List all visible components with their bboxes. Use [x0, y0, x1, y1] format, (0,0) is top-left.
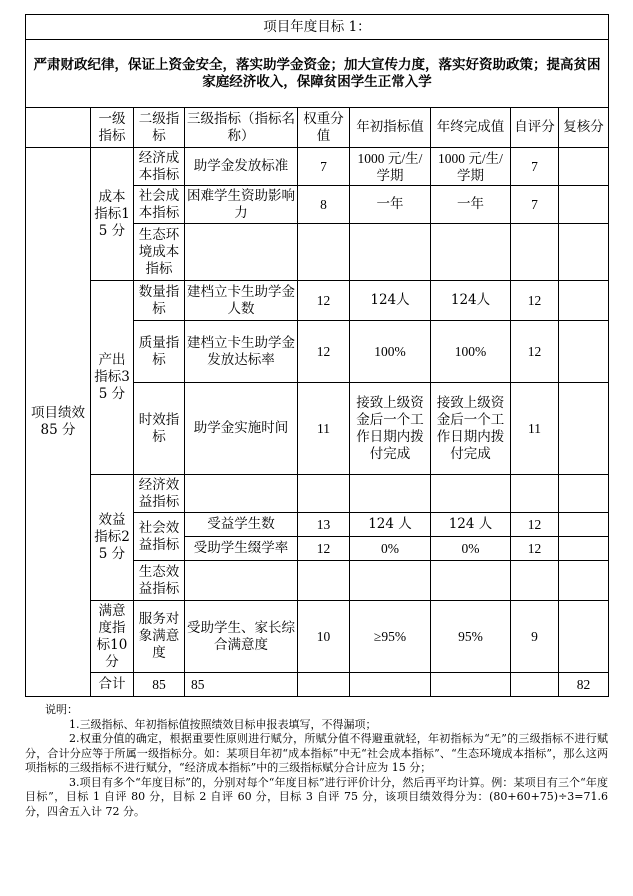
total-blank	[350, 673, 431, 697]
self-cell: 7	[511, 148, 559, 186]
total-label: 合计	[91, 673, 134, 697]
review-cell	[559, 475, 609, 513]
self-cell: 12	[511, 513, 559, 537]
total-level2: 85	[185, 673, 298, 697]
table-row	[26, 475, 609, 513]
total-level1: 85	[134, 673, 185, 697]
indicator-name: 助学金发放标准	[185, 148, 298, 186]
sub-indicator: 经济效益指标	[134, 475, 185, 513]
final-cell: 接致上级资金后一个工作日期内拨付完成	[431, 383, 511, 475]
header-review: 复核分	[559, 108, 609, 148]
table-row	[26, 148, 609, 186]
weight-cell: 12	[298, 281, 350, 321]
header-level3: 三级指标（指标名称）	[185, 108, 298, 148]
benefit-label: 效益指标25 分	[91, 475, 134, 601]
weight-cell: 13	[298, 513, 350, 537]
self-cell	[511, 561, 559, 601]
final-cell	[431, 224, 511, 281]
header-final: 年终完成值	[431, 108, 511, 148]
notes	[25, 703, 608, 819]
final-cell: 一年	[431, 186, 511, 224]
header-initial: 年初指标值	[350, 108, 431, 148]
total-blank	[431, 673, 511, 697]
review-cell	[559, 513, 609, 537]
header-level1: 一级指标	[91, 108, 134, 148]
sub-indicator: 数量指标	[134, 281, 185, 321]
indicator-name: 困难学生资助影响力	[185, 186, 298, 224]
self-cell: 12	[511, 281, 559, 321]
weight-cell: 10	[298, 601, 350, 673]
self-cell	[511, 224, 559, 281]
header-self: 自评分	[511, 108, 559, 148]
indicator-name: 建档立卡生助学金发放达标率	[185, 321, 298, 383]
final-cell	[431, 475, 511, 513]
initial-cell: 124 人	[350, 513, 431, 537]
self-cell: 9	[511, 601, 559, 673]
review-cell	[559, 561, 609, 601]
sub-indicator: 生态效益指标	[134, 561, 185, 601]
final-cell: 100%	[431, 321, 511, 383]
sub-indicator: 时效指标	[134, 383, 185, 475]
final-cell: 124人	[431, 281, 511, 321]
weight-cell	[298, 475, 350, 513]
notes-item: 3.项目有多个“年度目标”的，分别对每个“年度目标”进行评价计分，然后再平均计算。例：某项目有三个“年度目标”，目标 1 自评 80 分，目标 2 自评 60 分，目标 3 自评 75 分，该项目绩效得分为：(80+60+75)÷3=71.6 分，四舍五入计 72 分。	[25, 775, 608, 818]
indicator-name: 受助学生、家长综合满意度	[185, 601, 298, 673]
weight-cell: 8	[298, 186, 350, 224]
weight-cell: 11	[298, 383, 350, 475]
goal-label: 项目年度目标 1：	[26, 15, 609, 40]
final-cell: 0%	[431, 537, 511, 561]
table-row	[26, 601, 609, 673]
notes-item: 2.权重分值的确定，根据重要性原则进行赋分，所赋分值不得避重就轻，年初指标为“无”的三级指标不进行赋分，合计分应等于所属一级指标分。如：某项目年初“成本指标”中无“社会成本指标”、“生态环境成本指标”，那么这两项指标的三级指标不进行赋分，“经济成本指标”中的三级指标赋分合计应为 15 分；	[25, 732, 608, 774]
final-cell: 1000 元/生/学期	[431, 148, 511, 186]
total-self: 82	[559, 673, 609, 697]
sub-indicator: 经济成本指标	[134, 148, 185, 186]
initial-cell: 124人	[350, 281, 431, 321]
initial-cell	[350, 475, 431, 513]
review-cell	[559, 321, 609, 383]
output-label: 产出指标35 分	[91, 281, 134, 475]
review-cell	[559, 186, 609, 224]
total-blank	[298, 673, 350, 697]
initial-cell: 100%	[350, 321, 431, 383]
cost-label: 成本指标15 分	[91, 148, 134, 281]
weight-cell	[298, 561, 350, 601]
weight-cell: 7	[298, 148, 350, 186]
header-row	[26, 108, 609, 148]
self-cell: 12	[511, 321, 559, 383]
self-cell: 11	[511, 383, 559, 475]
sub-indicator: 服务对象满意度	[134, 601, 185, 673]
performance-table	[25, 14, 609, 697]
self-cell	[511, 475, 559, 513]
review-cell	[559, 601, 609, 673]
review-cell	[559, 148, 609, 186]
indicator-name: 受益学生数	[185, 513, 298, 537]
header-blank	[26, 108, 91, 148]
indicator-name	[185, 224, 298, 281]
self-cell: 12	[511, 537, 559, 561]
initial-cell	[350, 561, 431, 601]
header-level2: 二级指标	[134, 108, 185, 148]
final-cell	[431, 561, 511, 601]
indicator-name	[185, 561, 298, 601]
weight-cell: 12	[298, 321, 350, 383]
review-cell	[559, 537, 609, 561]
indicator-name: 助学金实施时间	[185, 383, 298, 475]
goal-text-row	[26, 40, 609, 108]
sub-indicator: 质量指标	[134, 321, 185, 383]
self-cell: 7	[511, 186, 559, 224]
goal-text: 严肃财政纪律，保证上资金安全，落实助学金资金；加大宣传力度，落实好资助政策；提高贫困家庭经济收入，保障贫困学生正常入学	[26, 40, 609, 108]
total-row	[26, 673, 609, 697]
review-cell	[559, 224, 609, 281]
notes-title: 说明：	[45, 703, 78, 716]
perf-label: 项目绩效85 分	[26, 148, 91, 697]
initial-cell: 一年	[350, 186, 431, 224]
weight-cell: 12	[298, 537, 350, 561]
initial-cell: 接致上级资金后一个工作日期内拨付完成	[350, 383, 431, 475]
table-row	[26, 281, 609, 321]
sub-indicator: 社会效益指标	[134, 513, 185, 561]
review-cell	[559, 383, 609, 475]
initial-cell: 0%	[350, 537, 431, 561]
indicator-name	[185, 475, 298, 513]
review-cell	[559, 281, 609, 321]
initial-cell: 1000 元/生/学期	[350, 148, 431, 186]
weight-cell	[298, 224, 350, 281]
indicator-name: 建档立卡生助学金人数	[185, 281, 298, 321]
indicator-name: 受助学生缀学率	[185, 537, 298, 561]
notes-item: 1.三级指标、年初指标值按照绩效目标申报表填写，不得漏项；	[69, 717, 377, 731]
initial-cell: ≥95%	[350, 601, 431, 673]
sub-indicator: 社会成本指标	[134, 186, 185, 224]
initial-cell	[350, 224, 431, 281]
sub-indicator: 生态环境成本指标	[134, 224, 185, 281]
final-cell: 124 人	[431, 513, 511, 537]
header-weight: 权重分值	[298, 108, 350, 148]
performance-sheet	[25, 14, 608, 819]
total-blank	[511, 673, 559, 697]
satisfaction-label: 满意度指标10 分	[91, 601, 134, 673]
final-cell: 95%	[431, 601, 511, 673]
goal-label-row	[26, 15, 609, 40]
